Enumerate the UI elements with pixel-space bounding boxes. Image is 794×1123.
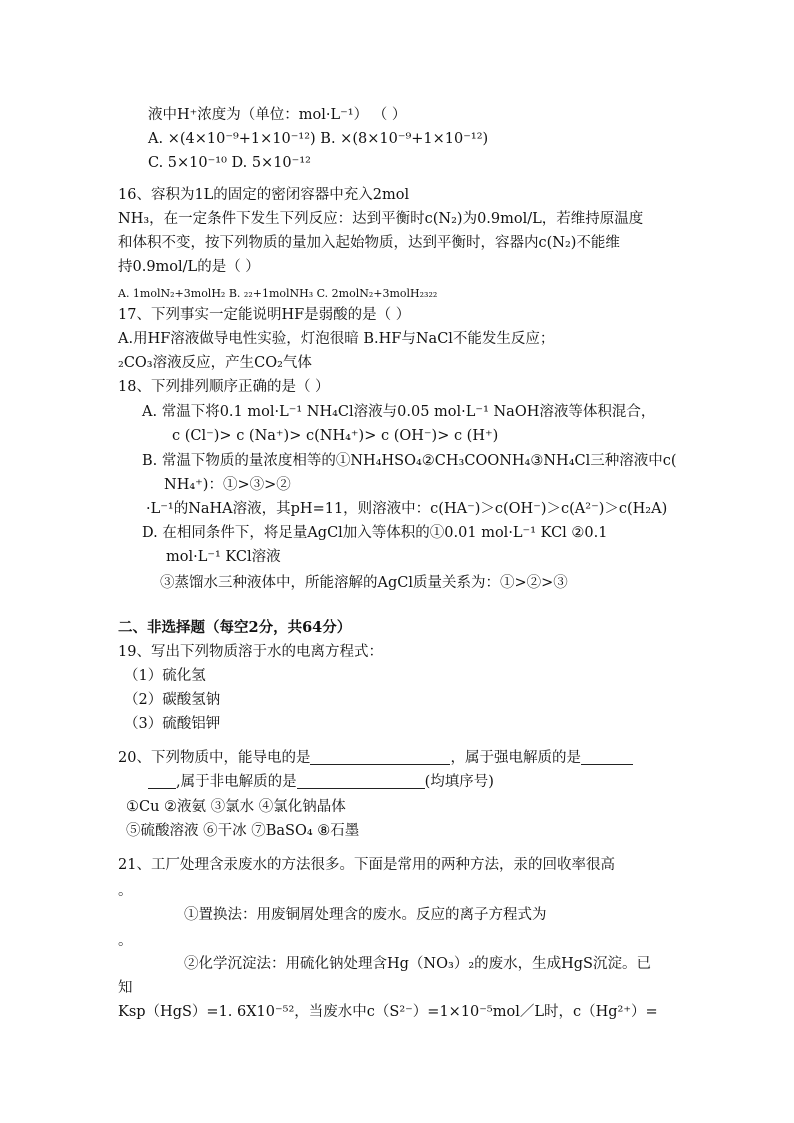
q18-option-d: D. 在相同条件下，将足量AgCl加入等体积的①0.01 mol·L⁻¹ KCl ②0.1: [142, 525, 608, 541]
answer-blank-2b[interactable]: [148, 772, 176, 789]
q15-text-end: 液中H⁺浓度为（单位：mol·L⁻¹） （ ）: [148, 107, 407, 123]
q20-text-c: ,属于非电解质的是: [176, 774, 297, 790]
q15-options-ab: A. ×(4×10⁻⁹+1×10⁻¹²) B. ×(8×10⁻⁹+1×10⁻¹²): [148, 131, 489, 147]
q21-line-1: 21、工厂处理含汞废水的方法很多。下面是常用的两种方法，汞的回收率很高: [118, 857, 615, 873]
section-heading: 二、非选择题（每空2分，共64分）: [118, 619, 352, 636]
q18-title: 18、下列排列顺序正确的是（ ）: [118, 379, 330, 395]
q20-choices-1: ①Cu ②液氨 ③氯水 ④氯化钠晶体: [126, 799, 346, 815]
q20-text-b: ，属于强电解质的是: [450, 750, 581, 766]
q21-method-1-end: 。: [118, 933, 133, 949]
q17-options-ab: A.用HF溶液做导电性实验，灯泡很暗 B.HF与NaCl不能发生反应；: [118, 331, 555, 347]
q17-option-cont: ₂CO₃溶液反应，产生CO₂气体: [118, 355, 312, 371]
q20-choices-2: ⑤硫酸溶液 ⑥干冰 ⑦BaSO₄ ⑧石墨: [126, 823, 360, 839]
q21-method-2-cont: 知: [118, 980, 133, 996]
q18-option-d-cont: mol·L⁻¹ KCl溶液: [166, 549, 281, 565]
answer-blank-3[interactable]: [297, 772, 425, 789]
q21-method-2: ②化学沉淀法：用硫化钠处理含Hg（NO₃）₂的废水，生成HgS沉淀。已: [184, 956, 651, 972]
q18-option-b-cont: NH₄⁺)：①>③>②: [164, 477, 291, 493]
q20-text-a: 20、下列物质中，能导电的是: [118, 750, 311, 766]
q19-item-1: （1）硫化氢: [124, 668, 206, 684]
q16-line-1: 16、容积为1L的固定的密闭容器中充入2mol: [118, 187, 410, 203]
q18-option-d-cont2: ③蒸馏水三种液体中，所能溶解的AgCl质量关系为：①>②>③: [160, 575, 568, 591]
q17-title: 17、下列事实一定能说明HF是弱酸的是（ ）: [118, 307, 411, 323]
answer-blank-1[interactable]: [310, 748, 450, 765]
q20-text-d: (均填序号): [424, 774, 494, 790]
q16-line-2: NH₃，在一定条件下发生下列反应：达到平衡时c(N₂)为0.9mol/L，若维持原温度: [118, 211, 644, 227]
q19-item-2: （2）碳酸氢钠: [124, 692, 221, 708]
q18-option-a: A. 常温下将0.1 mol·L⁻¹ NH₄Cl溶液与0.05 mol·L⁻¹ NaOH溶液等体积混合，: [142, 404, 656, 420]
q16-line-4: 持0.9mol/L的是（ ）: [118, 259, 260, 275]
q21-ksp-line: Ksp（HgS）=1. 6X10⁻⁵²，当废水中c（S²⁻）=1×10⁻⁵mol／L时，c（Hg²⁺）=: [118, 1004, 658, 1020]
q16-line-3: 和体积不变，按下列物质的量加入起始物质，达到平衡时，容器内c(N₂)不能维: [118, 235, 620, 251]
q20-line-1: [118, 747, 633, 769]
q18-option-b: B. 常温下物质的量浓度相等的①NH₄HSO₄②CH₃COONH₄③NH₄Cl三种溶液中c(: [142, 453, 677, 469]
answer-blank-2a[interactable]: [581, 748, 633, 765]
q19-item-3: （3）硫酸铝钾: [124, 716, 221, 732]
q18-option-c: ·L⁻¹的NaHA溶液，其pH=11，则溶液中：c(HA⁻)＞c(OH⁻)＞c(A²⁻)＞c(H₂A): [146, 501, 668, 517]
q20-line-2: [148, 771, 494, 793]
q18-option-a-cont: c (Cl⁻)> c (Na⁺)> c(NH₄⁺)> c (OH⁻)> c (H⁺): [172, 428, 499, 444]
q16-options: A. 1molN₂+3molH₂ B. ₂₂+1molNH₃ C. 2molN₂+3molH₂₃₂₂: [118, 287, 438, 300]
q21-method-1: ①置换法：用废铜屑处理含的废水。反应的离子方程式为: [184, 907, 547, 923]
q21-line-2: 。: [118, 883, 133, 899]
q15-options-cd: C. 5×10⁻¹⁰ D. 5×10⁻¹²: [148, 155, 311, 171]
q19-title: 19、写出下列物质溶于水的电离方程式：: [118, 644, 383, 660]
